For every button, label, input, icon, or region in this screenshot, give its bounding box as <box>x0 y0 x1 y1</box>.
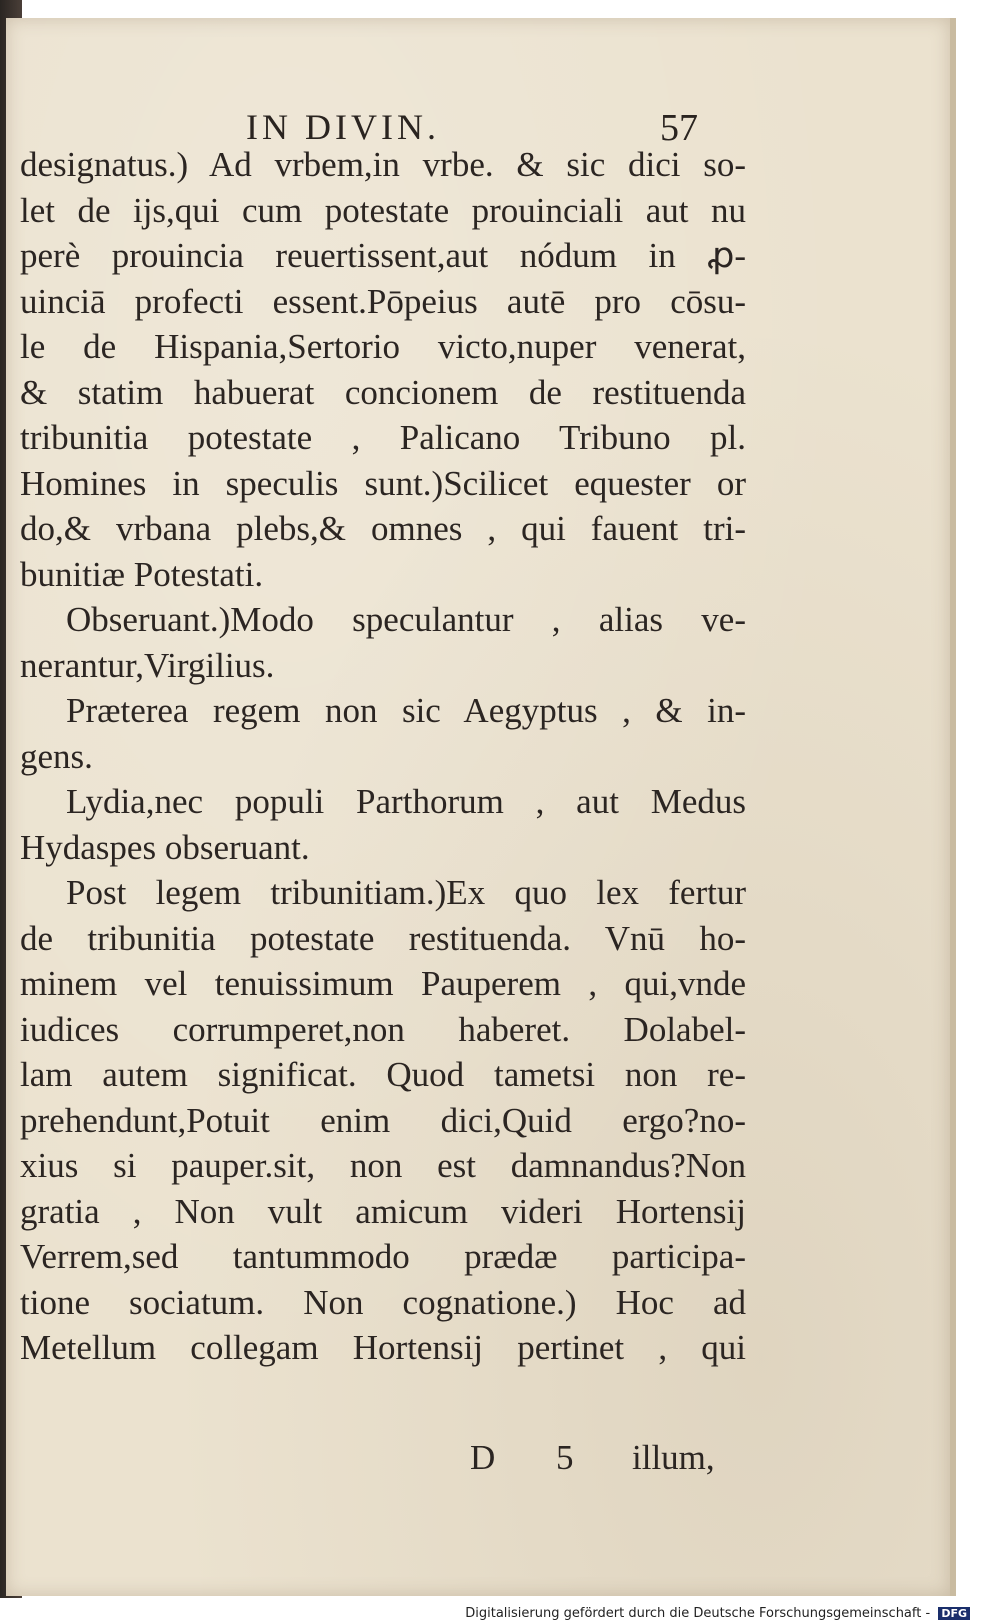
text-line: gratia , Non vult amicum videri Hortensij <box>20 1191 746 1231</box>
text-line: perè prouincia reuertissent,aut nódum in ꝓ- <box>20 236 746 275</box>
text-line: nerantur,Virgilius. <box>20 645 275 685</box>
text-line: prehendunt,Potuit enim dici,Quid ergo?no- <box>20 1100 746 1140</box>
text-line: gens. <box>20 736 93 776</box>
text-line: Homines in speculis sunt.)Scilicet equester or <box>20 463 746 503</box>
running-head: IN DIVIN. <box>246 107 440 147</box>
text-line: & statim habuerat concionem de restituenda <box>20 372 746 412</box>
text-line: Hydaspes obseruant. <box>20 827 310 867</box>
text-line: lam autem significat. Quod tametsi non re- <box>20 1055 746 1094</box>
page-number: 57 <box>660 107 698 149</box>
text-line: let de ijs,qui cum potestate prouinciali aut nu <box>20 190 746 230</box>
text-line: do,& vrbana plebs,& omnes , qui fauent tri- <box>20 509 746 548</box>
text-line: bunitiæ Potestati. <box>20 554 264 594</box>
text-line: tione sociatum. Non cognatione.) Hoc ad <box>20 1282 746 1322</box>
text-line: Lydia,nec populi Parthorum , aut Medus <box>66 782 746 821</box>
body-text <box>20 142 746 1371</box>
catchword: illum, <box>632 1438 715 1477</box>
text-line: xius si pauper.sit, non est damnandus?Non <box>20 1146 746 1185</box>
text-line: designatus.) Ad vrbem,in vrbe. & sic dici so- <box>20 145 746 184</box>
page-edge <box>950 18 956 1596</box>
page-footer <box>20 1438 746 1484</box>
text-line: Metellum collegam Hortensij pertinet , qui <box>20 1328 746 1367</box>
signature-mark: D 5 <box>470 1438 600 1477</box>
text-line: Obseruant.)Modo speculantur , alias ve- <box>66 600 746 639</box>
credit-text: Digitalisierung gefördert durch die Deutsche Forschungsgemeinschaft - <box>465 1606 931 1621</box>
dfg-logo: DFG <box>938 1607 970 1620</box>
text-line: tribunitia potestate , Palicano Tribuno pl. <box>20 418 746 457</box>
text-line: le de Hispania,Sertorio victo,nuper venerat, <box>20 327 746 366</box>
text-line: Post legem tribunitiam.)Ex quo lex fertur <box>66 873 746 912</box>
text-line: Præterea regem non sic Aegyptus , & in- <box>66 691 746 730</box>
text-line: de tribunitia potestate restituenda. Vnū ho- <box>20 918 746 958</box>
page-header <box>6 88 950 148</box>
text-line: minem vel tenuissimum Pauperem , qui,vnde <box>20 964 746 1003</box>
text-line: iudices corrumperet,non haberet. Dolabel- <box>20 1009 746 1049</box>
book-page <box>6 18 950 1596</box>
digitization-credit <box>465 1606 970 1621</box>
text-line: uinciā profecti essent.Pōpeius autē pro cōsu- <box>20 281 746 321</box>
text-line: Verrem,sed tantummodo prædæ participa- <box>20 1237 746 1276</box>
